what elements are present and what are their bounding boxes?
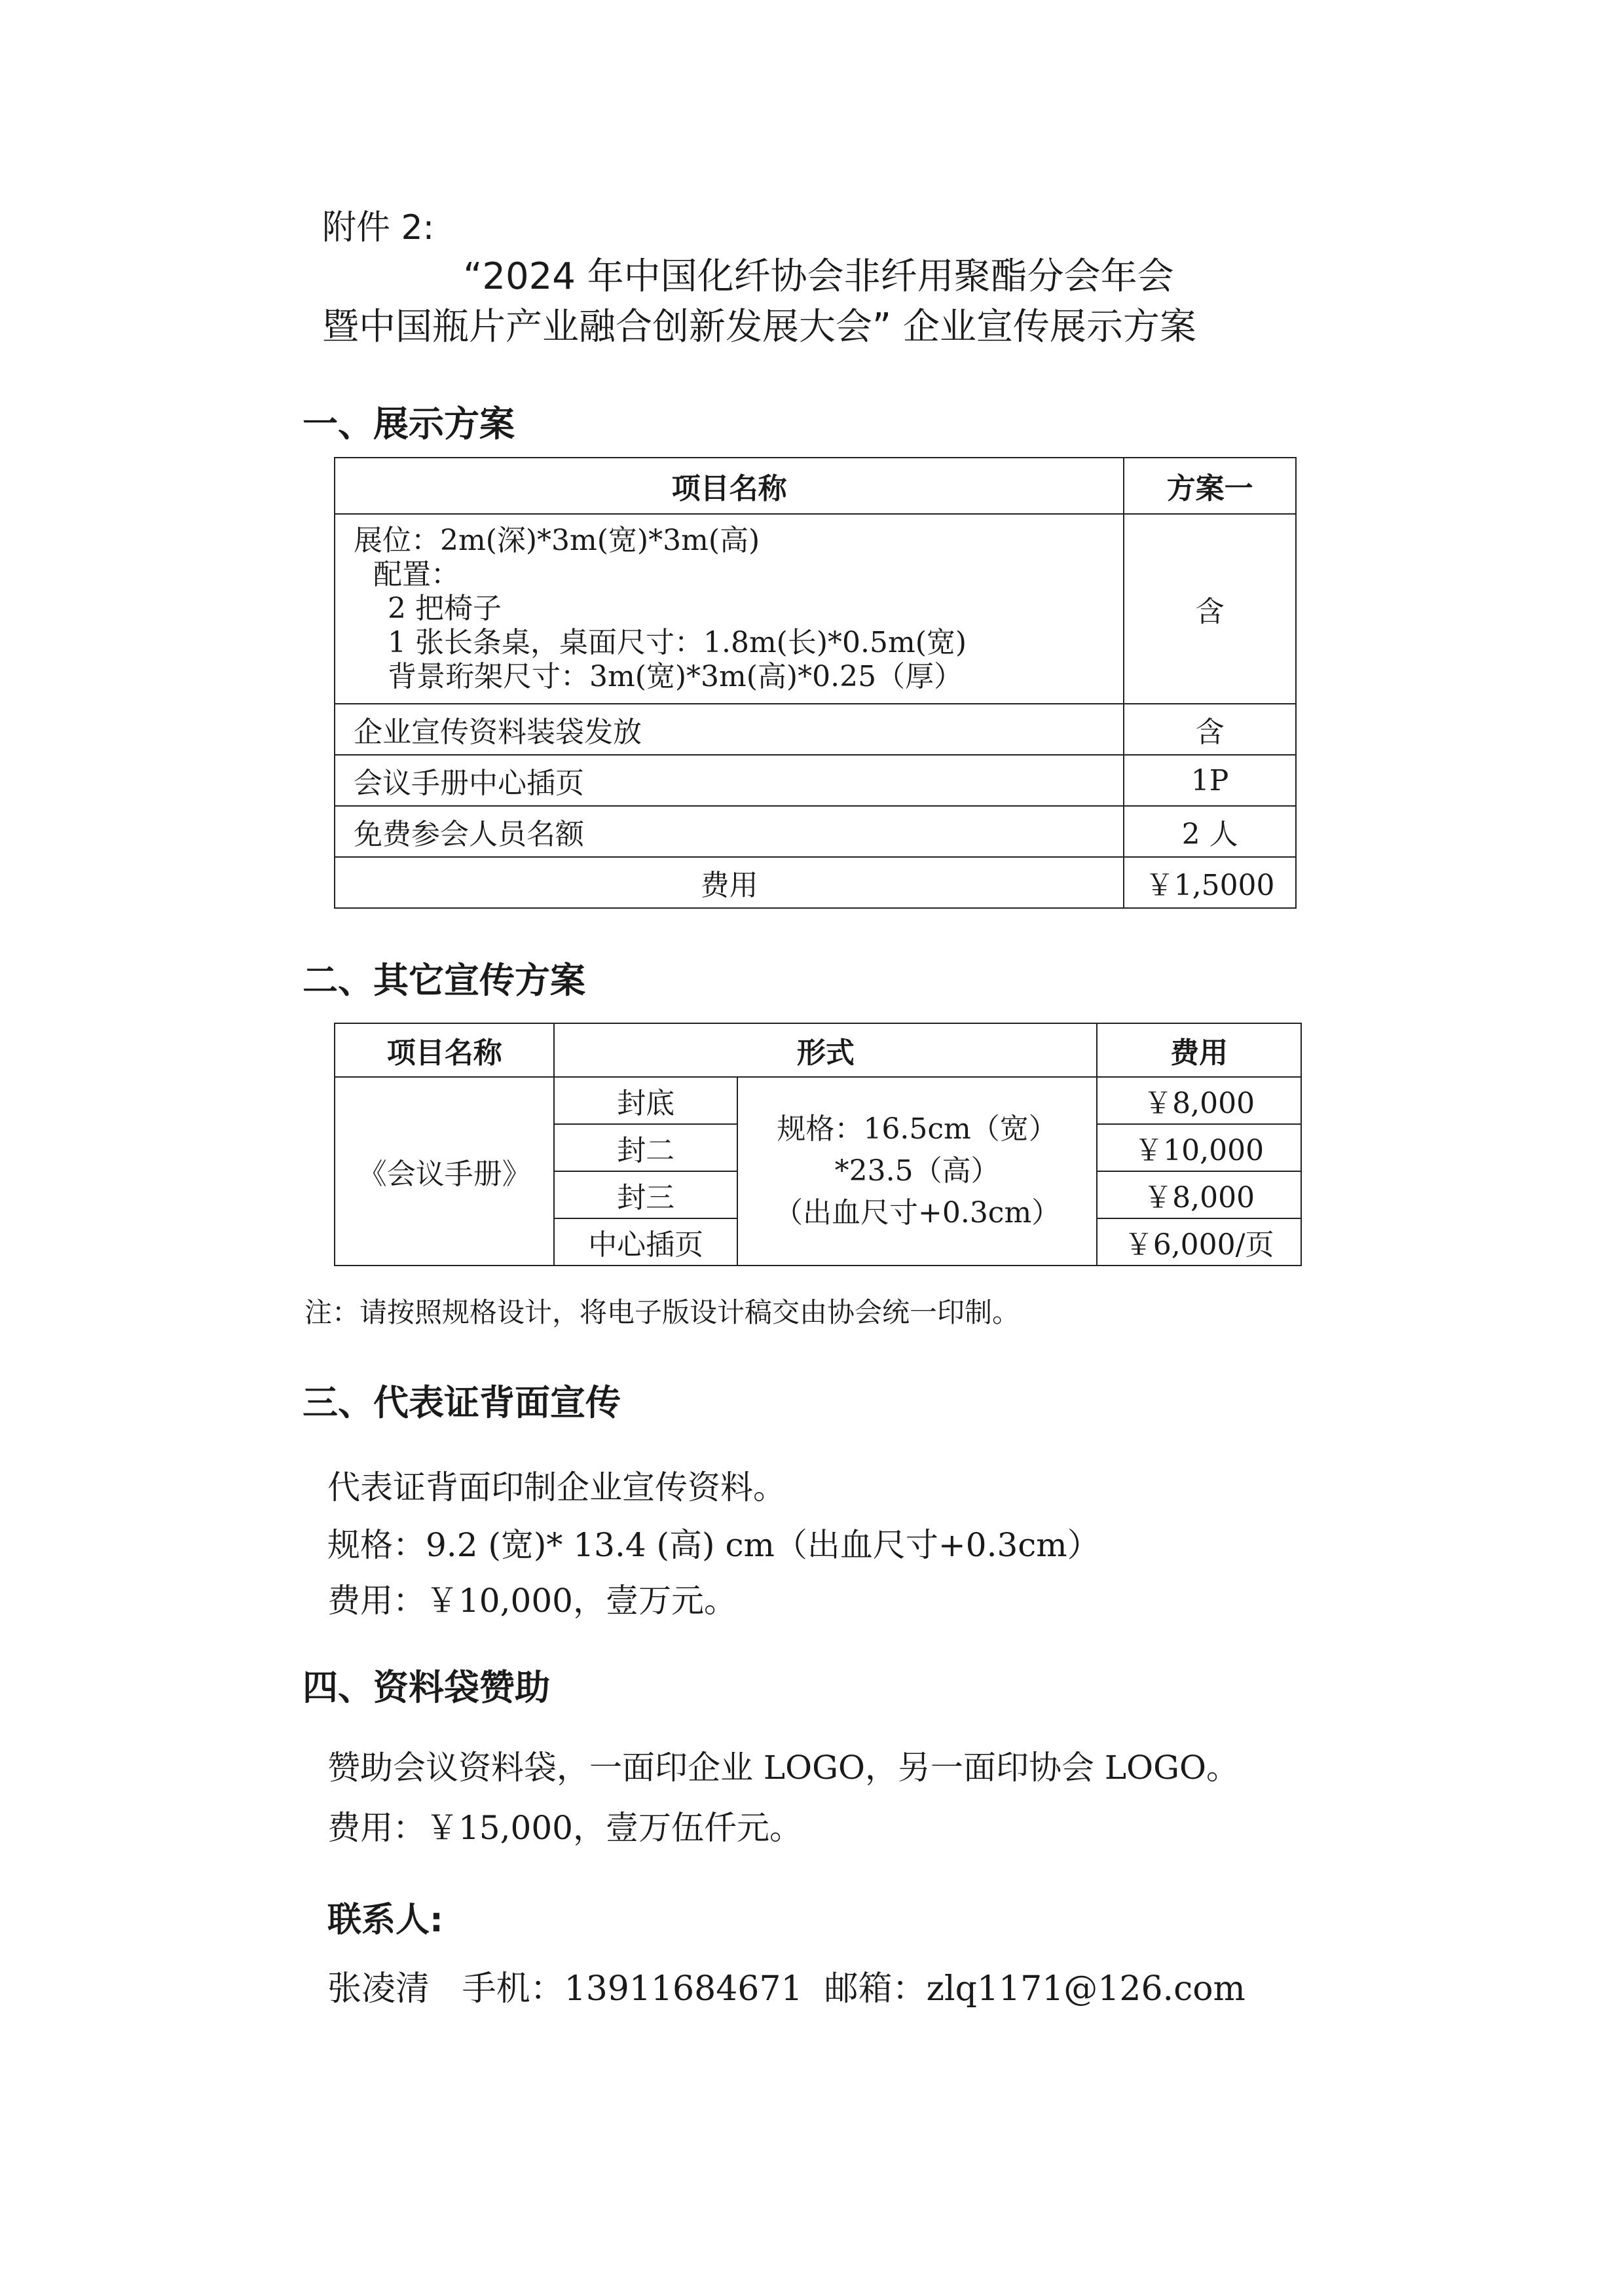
badge-fee: 费用：￥10,000，壹万元。	[327, 1582, 737, 1620]
bag-fee: 费用：￥15,000，壹万伍仟元。	[327, 1809, 802, 1847]
bag-description: 赞助会议资料袋，一面印企业 LOGO，另一面印协会 LOGO。	[327, 1749, 1240, 1787]
row-value: 含	[1124, 704, 1296, 755]
form-cell: 封底	[554, 1077, 737, 1124]
title-line-1: “2024 年中国化纤协会非纤用聚酯分会年会	[463, 255, 1174, 298]
booth-size: 展位：2m(深)*3m(宽)*3m(高)	[354, 524, 760, 557]
booth-config-label: 配置：	[373, 558, 460, 591]
badge-description: 代表证背面印制企业宣传资料。	[327, 1468, 786, 1506]
contact-name: 张凌清	[327, 1969, 430, 2009]
fee-cell: ￥8,000	[1097, 1077, 1301, 1124]
table-header-row	[335, 458, 1296, 514]
table-row	[335, 755, 1296, 806]
fee-cell: ￥10,000	[1097, 1124, 1301, 1171]
form-cell: 中心插页	[554, 1218, 737, 1266]
table-row-booth	[335, 514, 1296, 704]
row-name: 会议手册中心插页	[335, 755, 1124, 806]
email-address[interactable]: zlq1171@126.com	[926, 1969, 1246, 2009]
fee-label: 费用	[335, 857, 1124, 908]
form-cell: 封二	[554, 1124, 737, 1171]
booth-chairs: 2 把椅子	[388, 592, 502, 625]
spec-line-1: 规格：16.5cm（宽）	[777, 1112, 1058, 1146]
contact-label: 联系人:	[327, 1901, 443, 1940]
booth-table: 1 张长条桌，桌面尺寸：1.8m(长)*0.5m(宽)	[388, 626, 967, 659]
fee-value: ￥1,5000	[1124, 857, 1296, 908]
form-cell: 封三	[554, 1171, 737, 1218]
email-label: 邮箱：	[824, 1969, 927, 2009]
contact-line	[327, 1961, 1246, 2010]
table-row	[335, 806, 1296, 857]
booth-description	[335, 514, 1124, 704]
spec-line-3: （出血尺寸+0.3cm）	[773, 1196, 1061, 1230]
spec-line-2: *23.5（高）	[834, 1154, 1000, 1188]
header-item-name: 项目名称	[335, 1023, 554, 1077]
header-form: 形式	[554, 1023, 1097, 1077]
phone-number[interactable]: 13911684671	[564, 1969, 803, 2009]
title-line-2: 暨中国瓶片产业融合创新发展大会” 企业宣传展示方案	[322, 306, 1196, 348]
header-item-name: 项目名称	[335, 458, 1124, 514]
section1-heading: 一、展示方案	[303, 403, 515, 445]
booth-backdrop: 背景珩架尺寸：3m(宽)*3m(高)*0.25（厚）	[388, 660, 963, 693]
other-promotion-table	[334, 1023, 1302, 1266]
section3-heading: 三、代表证背面宣传	[303, 1382, 621, 1423]
item-name-manual: 《会议手册》	[335, 1077, 554, 1266]
row-name: 企业宣传资料装袋发放	[335, 704, 1124, 755]
table-header-row	[335, 1023, 1301, 1077]
header-fee: 费用	[1097, 1023, 1301, 1077]
exhibition-plan-table	[334, 457, 1297, 909]
row-name: 免费参会人员名额	[335, 806, 1124, 857]
row-value: 1P	[1124, 755, 1296, 806]
table-row	[335, 1077, 1301, 1124]
phone-label: 手机：	[462, 1969, 564, 2009]
fee-cell: ￥6,000/页	[1097, 1218, 1301, 1266]
table-row	[335, 704, 1296, 755]
booth-value: 含	[1124, 514, 1296, 704]
design-note: 注：请按照规格设计，将电子版设计稿交由协会统一印制。	[304, 1296, 1020, 1328]
attachment-label: 附件 2:	[322, 208, 435, 247]
table-row-fee	[335, 857, 1296, 908]
row-value: 2 人	[1124, 806, 1296, 857]
badge-spec: 规格：9.2 (宽)* 13.4 (高) cm（出血尺寸+0.3cm）	[327, 1526, 1100, 1564]
section2-heading: 二、其它宣传方案	[303, 960, 585, 1001]
fee-cell: ￥8,000	[1097, 1171, 1301, 1218]
spec-cell	[737, 1077, 1097, 1266]
header-plan-one: 方案一	[1124, 458, 1296, 514]
section4-heading: 四、资料袋赞助	[303, 1667, 550, 1708]
